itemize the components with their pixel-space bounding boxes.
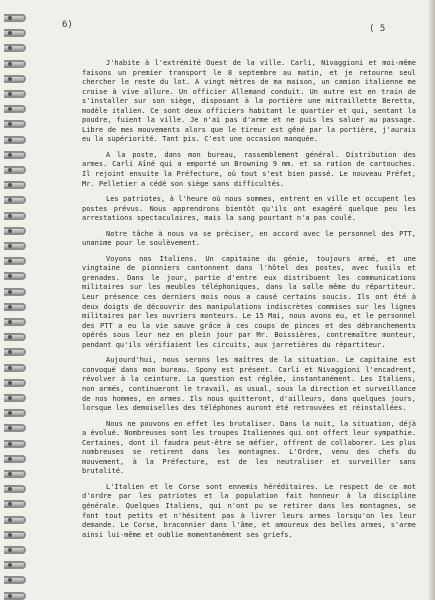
binding-hole <box>8 305 12 309</box>
binding-hole <box>8 16 12 20</box>
binding-hole <box>8 138 12 142</box>
binding-hole <box>8 457 12 461</box>
page-number-left: 6) <box>62 20 73 30</box>
binding-hole <box>8 92 12 96</box>
binding-hole <box>8 62 12 66</box>
paragraph-8: L'Italien et le Corse sont ennemis héréditaires. Le respect de ce mot d'ordre par les patriotes et la population fait honneur à la discipline générale. Quelques Italiens, qui n'ont pu se retirer dans les montagnes, se font tout petits et n'hésitent pas à livrer leurs armes lorsqu'on les leur demande. Le Corse, braconnier dans l'âme, et amoureux des belles armes, s'arme ainsi lui-même et oublie momentanément ses griefs. <box>82 482 416 539</box>
paragraph-7: Nous ne pouvons en effet les brutaliser. Dans la nuit, la situation, déjà a évolué. Nombreuses sont les troupes Italiennes qui ont offert leur sympathie. Certaines, dont il faudra peut-être se méfier, offrent de collaborer. Les plus nombreuses se retirent dans les montagnes. L'Ordre, venu des chefs du mouvement, à la Préfecture, est de les neutraliser et surveiller sans brutalité. <box>82 419 416 476</box>
binding-hole <box>8 548 12 552</box>
paragraph-4: Notre tâche à nous va se préciser, en accord avec le personnel des PTT, unanime pour le soulèvement. <box>82 229 416 248</box>
page-edge-shadow <box>429 0 435 600</box>
page-number-right: ( 5 <box>369 24 386 34</box>
paragraph-2: A la poste, dans mon bureau, rassemblement général. Distribution des armes. Carli Aîné qui a emporté un Browning 9 mm. et sa ration de cartouches. Il rejoint ensuite la Préfecture, où tout s'est bien passé. Le nouveau Préfet, Mr. Pelletier a cédé son siège sans difficultés. <box>82 150 416 188</box>
binding-hole <box>8 396 12 400</box>
binding-hole <box>8 290 12 294</box>
paragraph-1: J'habite à l'extrémité Ouest de la ville. Carli, Nivaggioni et moi-même faisons un premier transport le 8 septembre au matin, et je retourne seul chercher le reste du lot. A vingt mètres de ma maison, un camion italienne me croise à vive allure. Un officier Allemand conduit. Un autre est en train de s'installer sur son siège, disposant à la portière une mitraillette Beretta, modèle italien. Ce sont deux officiers habitant le quartier et qui, sentant la poudre, fuient la ville. Je n'ai pas d'arme et ne puis les saluer au passage. Libre de mes mouvements alors que le tireur est gêné par la portière, j'aurais eu la supériorité. Tant pis. C'est une occasion manquée. <box>82 59 416 144</box>
paragraph-6: Aujourd'hui, nous serons les maîtres de la situation. Le capitaine est convoqué dans mon bureau. Spony est présent. Carli et Nivaggioni l'encadrent, révolver à la ceinture. La question est réglée, instantanément. Les Italiens, non armés, continueront le travail, as usual, sous la direction et surveillance de nos hommes, en armes. Ils nous quitteront, d'ailleurs, dans quelques jours, lorsque les demoiselles des téléphones auront été retrouvées et réinstallées. <box>82 356 416 413</box>
binding-hole <box>8 168 12 172</box>
binding-hole <box>8 366 12 370</box>
binding-hole <box>8 442 12 446</box>
binding-hole <box>8 381 12 385</box>
paragraph-3: Les patriotes, à l'heure où nous sommes, entrent en ville et occupent les postes prévus. Nous apprendrons bientôt qu'ils ont exagéré quelque peu les arrestations spectaculaires, mais la sang pourtant n'a pas coulé. <box>82 195 416 223</box>
binding-hole <box>8 229 12 233</box>
binding-hole <box>8 472 12 476</box>
paragraph-5: Voyons nos Italiens. Un capitaine du génie, toujours armé, et une vingtaine de pionniers cantonnent dans l'hôtel des postes, avec fusils et grenades. Dans le jour, partie d'entre eux distribuent les communications militaires sur les meubles téléphoniques, dans la salle même du répartiteur. Leur présence ces derniers mois nous a causé certains soucis. Ils ont été à deux doigts de découvrir des manipulations indiscrètes commises sur les lignes militaires par les ouvriers monteurs. Le 15 Mai, nous avons eu, et le personnel des PTT a eu la vie sauve grâce à ces coups de pinces et des débranchements opérés sous leur nez en plein jour par Mr. Boissières, contremaître monteur, pendant qu'ils vérifiaient les circuits, aux jarretières du répartiteur. <box>82 254 416 349</box>
binding-hole <box>8 533 12 537</box>
binding-hole <box>8 153 12 157</box>
body-text <box>82 59 416 546</box>
binding-hole <box>8 320 12 324</box>
spiral-binding <box>0 0 26 600</box>
binding-hole <box>8 244 12 248</box>
binding-hole <box>8 518 12 522</box>
binding-hole <box>8 214 12 218</box>
binding-hole <box>8 594 12 598</box>
binding-hole <box>8 77 12 81</box>
